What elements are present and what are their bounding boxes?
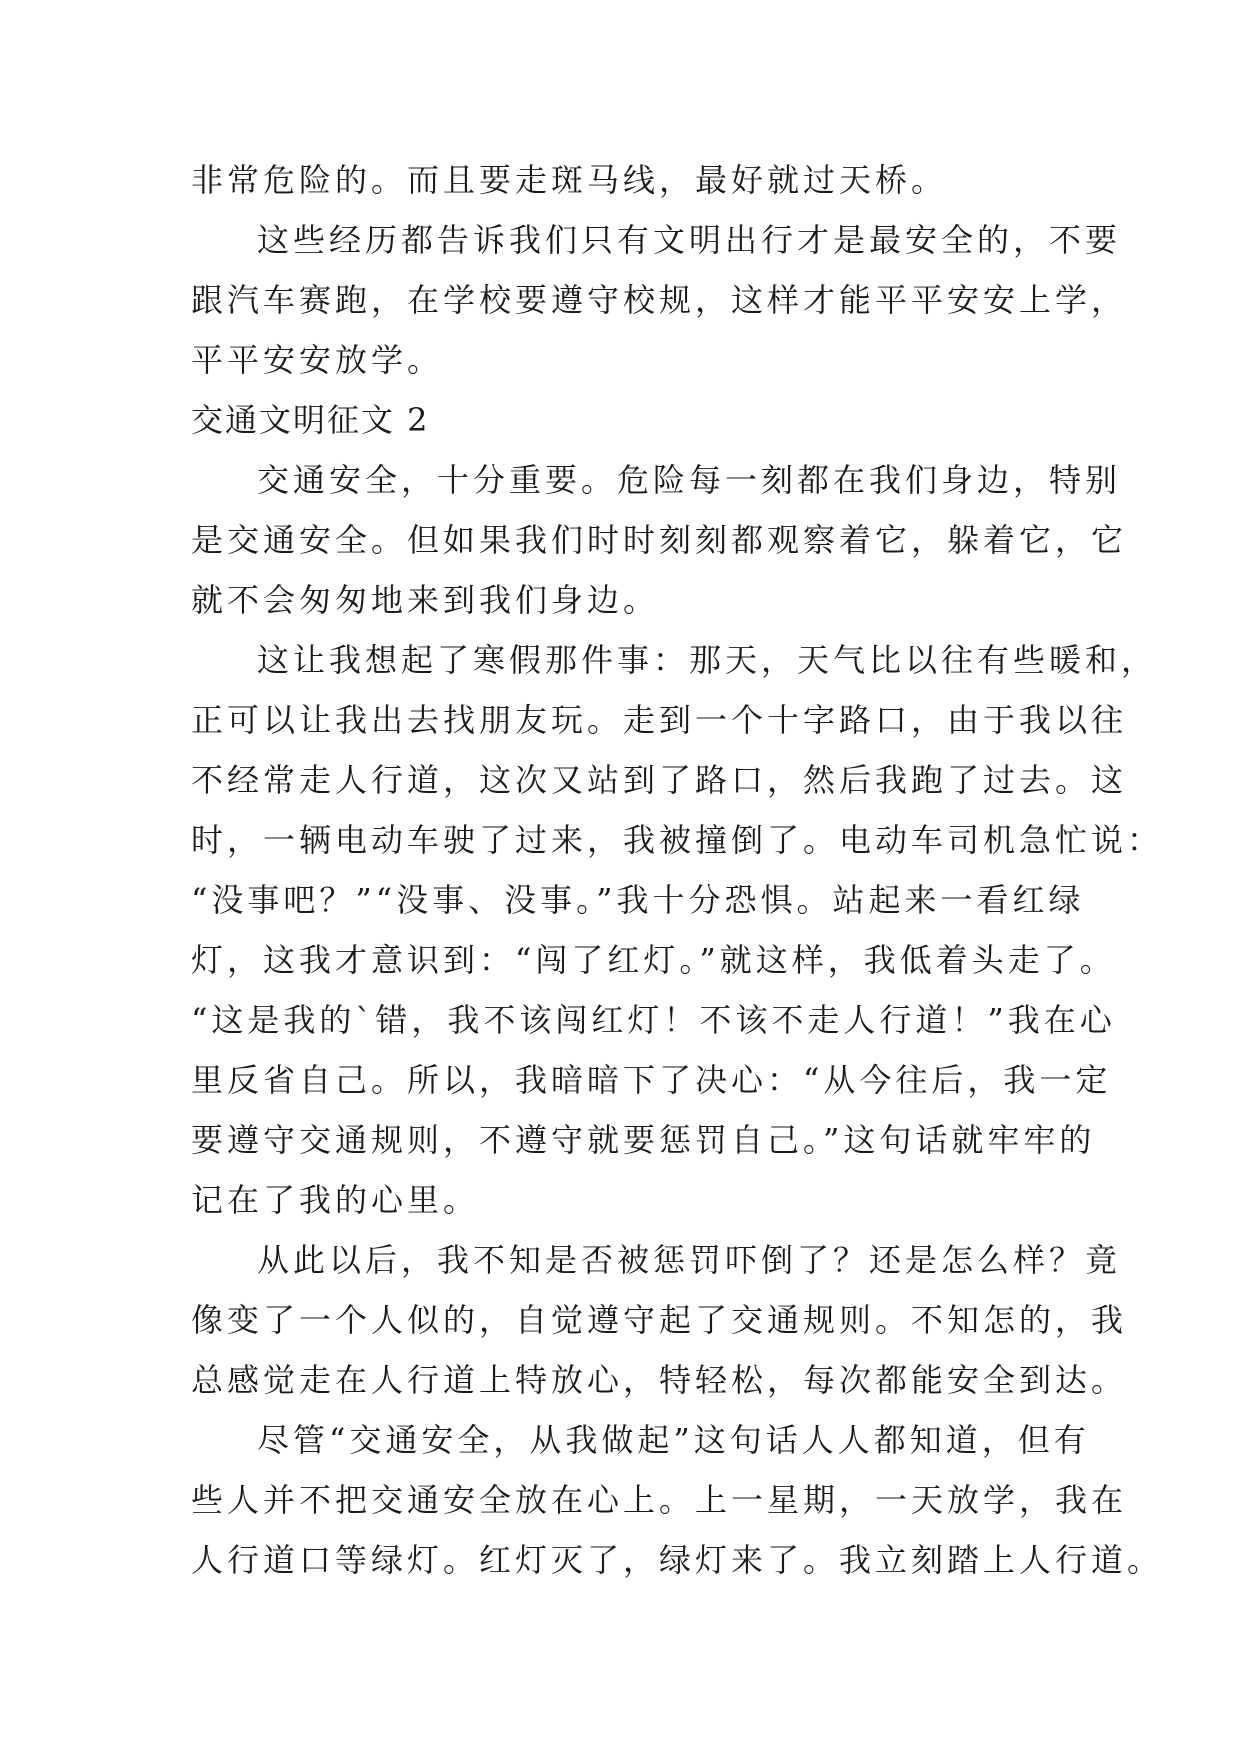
text-line: 时，一辆电动车驶了过来，我被撞倒了。电动车司机急忙说：: [191, 821, 1164, 859]
text-line: 总感觉走在人行道上特放心，特轻松，每次都能安全到达。: [191, 1361, 1128, 1399]
text-line: 非常危险的。而且要走斑马线，最好就过天桥。: [191, 161, 948, 199]
text-line: 灯，这我才意识到：“闯了红灯。”就这样，我低着头走了。: [191, 941, 1116, 979]
text-line: 不经常走人行道，这次又站到了路口，然后我跑了过去。这: [191, 761, 1128, 799]
paragraph-start-line: 交通安全，十分重要。危险每一刻都在我们身边，特别: [257, 461, 1122, 499]
text-line: 些人并不把交通安全放在心上。上一星期，一天放学，我在: [191, 1481, 1128, 1519]
paragraph-start-line: 尽管“交通安全，从我做起”这句话人人都知道，但有: [257, 1421, 1090, 1459]
text-line: 就不会匆匆地来到我们身边。: [191, 581, 660, 619]
section-heading: 交通文明征文 2: [191, 401, 430, 439]
paragraph-start-line: 从此以后，我不知是否被惩罚吓倒了？还是怎么样？竟: [257, 1241, 1122, 1279]
paragraph-start-line: 这让我想起了寒假那件事：那天，天气比以往有些暖和，: [257, 641, 1158, 679]
text-line: 人行道口等绿灯。红灯灭了，绿灯来了。我立刻踏上人行道。: [191, 1541, 1164, 1579]
text-line: “这是我的`错，我不该闯红灯！不该不走人行道！”我在心: [191, 1001, 1116, 1039]
text-line: 记在了我的心里。: [191, 1181, 480, 1219]
text-line: 里反省自己。所以，我暗暗下了决心：“从今往后，我一定: [191, 1061, 1112, 1099]
document-body: [191, 150, 1164, 1590]
text-line: 跟汽车赛跑，在学校要遵守校规，这样才能平平安安上学，: [191, 281, 1128, 319]
text-line: 要遵守交通规则，不遵守就要惩罚自己。”这句话就牢牢的: [191, 1121, 1096, 1159]
paragraph-start-line: 这些经历都告诉我们只有文明出行才是最安全的，不要: [257, 221, 1122, 259]
text-line: 像变了一个人似的，自觉遵守起了交通规则。不知怎的，我: [191, 1301, 1128, 1339]
text-line: 是交通安全。但如果我们时时刻刻都观察着它，躲着它，它: [191, 521, 1128, 559]
text-line: 平平安安放学。: [191, 341, 444, 379]
text-line: “没事吧？”“没事、没事。”我十分恐惧。站起来一看红绿: [191, 881, 1085, 919]
text-line: 正可以让我出去找朋友玩。走到一个十字路口，由于我以往: [191, 701, 1128, 739]
